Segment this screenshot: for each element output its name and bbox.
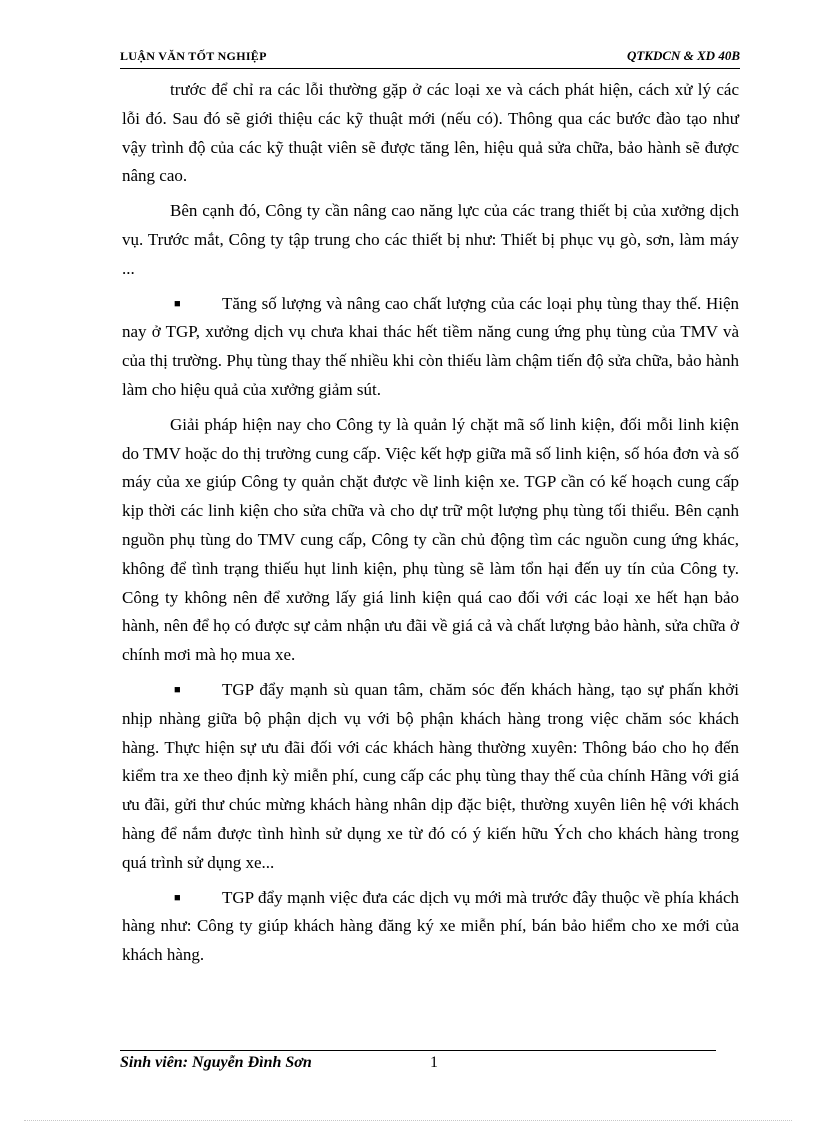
bullet-text: Tăng số lượng và nâng cao chất lượng của các loại phụ tùng thay thế. Hiện nay ở TGP, xưởng dịch vụ chưa khai thác hết tiềm năng cung ứng phụ tùng của TMV và của thị trường. Phụ tùng thay thế nhiều khi còn thiếu làm chậm tiến độ sửa chữa, bảo hành làm cho hiệu quả của xưởng giảm sút. [122,293,739,399]
page-number: 1 [430,1054,438,1071]
bullet-paragraph [122,290,739,405]
square-bullet-icon: ■ [174,683,181,696]
paragraph: Bên cạnh đó, Công ty cần nâng cao năng lực của các trang thiết bị của xưởng dịch vụ. Trước mắt, Công ty tập trung cho các thiết bị như: Thiết bị phục vụ gò, sơn, làm máy ... [122,201,739,278]
bullet-text: TGP đẩy mạnh việc đưa các dịch vụ mới mà trước đây thuộc về phía khách hàng như: Công ty giúp khách hàng đăng ký xe miễn phí, bán bảo hiểm cho xe mới của khách hàng. [122,887,739,965]
paragraph: trước để chỉ ra các lỗi thường gặp ở các loại xe và cách phát hiện, cách xử lý các lỗi đó. Sau đó sẽ giới thiệu các kỹ thuật mới (nếu có). Thông qua các bước đào tạo như vậy trình độ của các kỹ thuật viên sẽ được tăng lên, hiệu quả sửa chữa, bảo hành sẽ được nâng cao. [122,80,739,186]
page-header [120,46,740,69]
bullet-paragraph [122,884,739,970]
paragraph: Giải pháp hiện nay cho Công ty là quản lý chặt mã số linh kiện, đối mỗi linh kiện do TMV hoặc do thị trường cung cấp. Việc kết hợp giữa mã số linh kiện, số hóa đơn và số máy của xe giúp Công ty quản chặt được về linh kiện xe. TGP cần có kế hoạch cung cấp kịp thời các linh kiện cho sửa chữa và cho dự trữ một lượng phụ tùng tối thiểu. Bên cạnh nguồn phụ tùng do TMV cung cấp, Công ty cần chủ động tìm các nguồn cung ứng khác, không để tình trạng thiếu hụt linh kiện, phụ tùng sẽ làm tổn hại đến uy tín của Công ty. Công ty không nên để xưởng lấy giá linh kiện quá cao đối với các loại xe hết hạn bảo hành, nên để họ có được sự cảm nhận ưu đãi về giá cả và chất lượng bảo hành, sửa chữa ở chính mơi mà họ mua xe. [122,414,739,665]
bullet-text: TGP đẩy mạnh sù quan tâm, chăm sóc đến khách hàng, tạo sự phấn khởi nhịp nhàng giữa bộ phận dịch vụ với bộ phận khách hàng trong việc chăm sóc khách hàng. Thực hiện sự ưu đãi đối với các khách hàng thường xuyên: Thông báo cho họ đến kiểm tra xe theo định kỳ miễn phí, cung cấp các phụ tùng thay thế của chính Hãng với giá ưu đãi, gửi thư chúc mừng khách hàng nhân dịp đặc biệt, thường xuyên liên hệ với khách hàng để nắm được tình hình sử dụng xe từ đó có ý kiến hữu Ých cho khách hàng trong quá trình sử dụng xe... [122,679,739,872]
square-bullet-icon: ■ [174,891,181,904]
footer-student-name: Sinh viên: Nguyễn Đình Sơn [120,1054,312,1071]
header-thesis-title: LUẬN VĂN TỐT NGHIỆP [120,49,267,63]
header-class-code: QTKDCN & XD 40B [626,48,740,63]
square-bullet-icon: ■ [174,297,181,310]
page-bottom-border [24,1120,792,1121]
footer-divider [120,1050,716,1051]
document-body [122,76,739,976]
bullet-paragraph [122,676,739,878]
